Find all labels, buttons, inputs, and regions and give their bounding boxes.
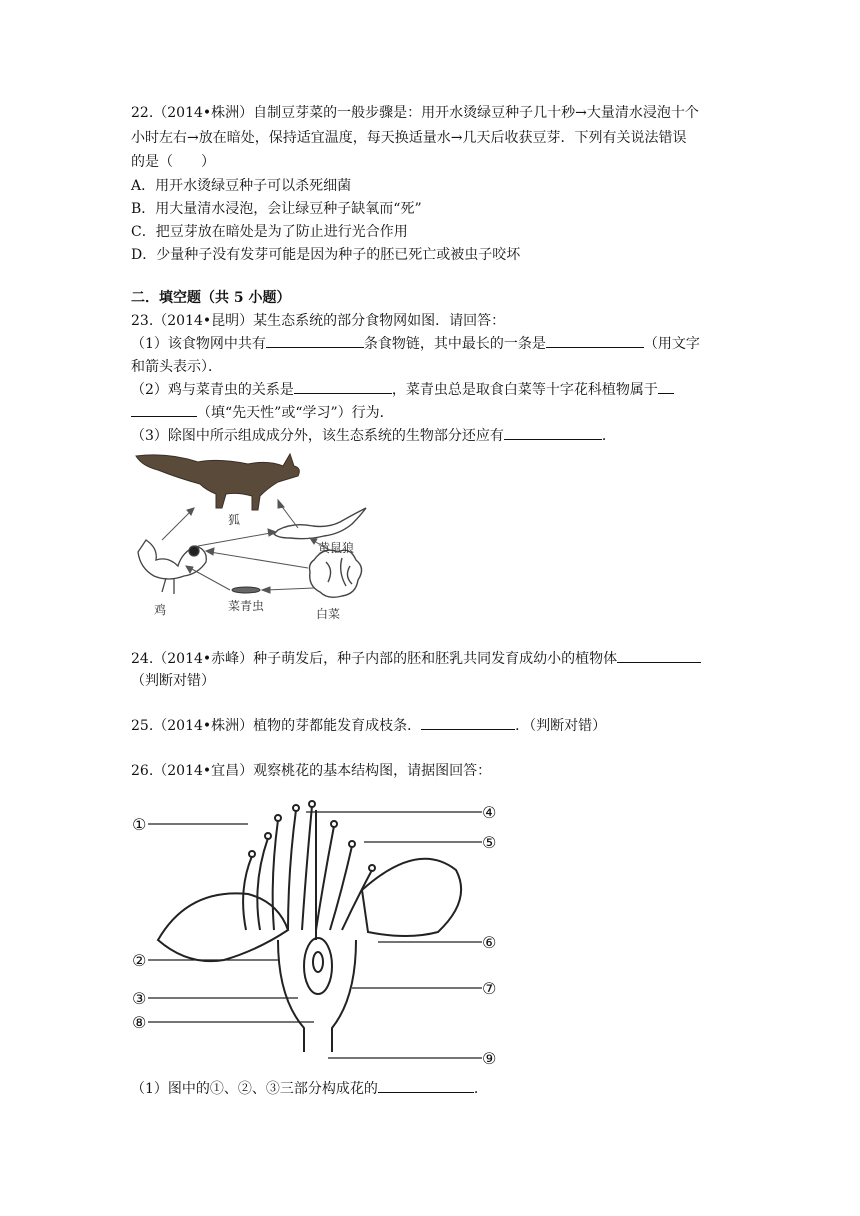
weasel-drawing bbox=[274, 508, 366, 539]
chicken-label: 鸡 bbox=[154, 603, 167, 617]
q26-part1 bbox=[131, 1078, 488, 1100]
marker-3: ③ bbox=[132, 989, 147, 1008]
marker-1: ① bbox=[132, 815, 147, 834]
q23-stem: 23.（2014•昆明）某生态系统的部分食物网如图．请回答： bbox=[131, 313, 506, 329]
q25-text-a: 25.（2014•株洲）植物的芽都能发育成枝条． bbox=[131, 718, 422, 734]
q24-line-1 bbox=[131, 648, 701, 670]
section-title: 二．填空题（共 5 小题） bbox=[131, 290, 291, 306]
q23-part1-line1 bbox=[131, 333, 700, 355]
q26-blank-1[interactable] bbox=[378, 1078, 474, 1093]
marker-4: ④ bbox=[482, 803, 497, 822]
q23-part2-text-c: （填“先天性”或“学习”）行为． bbox=[197, 405, 394, 421]
marker-7: ⑦ bbox=[482, 979, 497, 998]
fox-drawing bbox=[136, 454, 299, 510]
q23-part2-text-b: ，菜青虫总是取食白菜等十字花科植物属于 bbox=[391, 382, 658, 398]
flower-markers bbox=[132, 803, 496, 1068]
peach-flower-figure bbox=[128, 790, 508, 1070]
marker-9: ⑨ bbox=[482, 1049, 497, 1068]
q23-blank-1[interactable] bbox=[266, 333, 364, 348]
q22-option-b: B．用大量清水浸泡，会让绿豆种子缺氧而“死” bbox=[131, 201, 422, 217]
q23-blank-5[interactable] bbox=[504, 425, 602, 440]
q23-blank-4b[interactable] bbox=[131, 402, 197, 417]
q26-part1-text-b: ． bbox=[473, 1081, 488, 1097]
marker-5: ⑤ bbox=[482, 833, 497, 852]
q23-part2-line1 bbox=[131, 379, 674, 401]
marker-6: ⑥ bbox=[482, 933, 497, 952]
q26-part1-text-a: （1）图中的①、②、③三部分构成花的 bbox=[131, 1081, 378, 1097]
q23-part3-text-b: ． bbox=[601, 428, 616, 444]
marker-8: ⑧ bbox=[132, 1013, 147, 1032]
q23-part3-text-a: （3）除图中所示组成成分外，该生态系统的生物部分还应有 bbox=[131, 428, 504, 444]
weasel-label: 黄鼠狼 bbox=[318, 541, 355, 555]
chicken-drawing bbox=[138, 540, 206, 594]
q23-part2-line2 bbox=[131, 402, 394, 424]
caterpillar-drawing bbox=[232, 587, 260, 593]
food-web-figure bbox=[128, 448, 388, 628]
q23-part1-text-c: （用文字 bbox=[643, 336, 700, 352]
marker-2: ② bbox=[132, 951, 147, 970]
q23-blank-3[interactable] bbox=[294, 379, 392, 394]
q22-option-d: D．少量种子没有发芽可能是因为种子的胚已死亡或被虫子咬坏 bbox=[131, 247, 521, 263]
q23-blank-2[interactable] bbox=[546, 333, 644, 348]
q23-part1-line2: 和箭头表示）． bbox=[131, 359, 222, 375]
q23-blank-4a[interactable] bbox=[658, 379, 674, 394]
fox-label: 狐 bbox=[228, 513, 241, 527]
q23-part1-text-b: 条食物链，其中最长的一条是 bbox=[363, 336, 546, 352]
q22-option-a: A．用开水烫绿豆种子可以杀死细菌 bbox=[131, 178, 352, 194]
q22-line-1: 22.（2014•株洲）自制豆芽菜的一般步骤是：用开水烫绿豆种子几十秒→大量清水浸泡十个 bbox=[131, 105, 699, 121]
q24-blank[interactable] bbox=[617, 648, 701, 663]
q23-part3 bbox=[131, 425, 616, 447]
q22-line-2: 小时左右→放在暗处，保持适宜温度，每天换适量水→几天后收获豆芽．下列有关说法错误 bbox=[131, 130, 687, 146]
q22-option-c: C．把豆芽放在暗处是为了防止进行光合作用 bbox=[131, 224, 408, 240]
q25-blank[interactable] bbox=[421, 715, 515, 730]
caterpillar-label: 菜青虫 bbox=[228, 599, 265, 613]
q23-part1-text-a: （1）该食物网中共有 bbox=[131, 336, 266, 352]
q23-part2-text-a: （2）鸡与菜青虫的关系是 bbox=[131, 382, 294, 398]
q25-line bbox=[131, 715, 606, 737]
flower-drawing bbox=[158, 801, 461, 1052]
q26-stem: 26.（2014•宜昌）观察桃花的基本结构图，请据图回答： bbox=[131, 763, 492, 779]
q24-line-2: （判断对错） bbox=[131, 673, 215, 689]
cabbage-drawing bbox=[310, 550, 362, 597]
q22-line-3: 的是（ ） bbox=[131, 154, 215, 170]
cabbage-label: 白菜 bbox=[316, 607, 341, 621]
food-web-arrows bbox=[162, 500, 330, 593]
q24-text: 24.（2014•赤峰）种子萌发后，种子内部的胚和胚乳共同发育成幼小的植物体 bbox=[131, 651, 618, 667]
q25-text-b: ．（判断对错） bbox=[515, 718, 607, 734]
